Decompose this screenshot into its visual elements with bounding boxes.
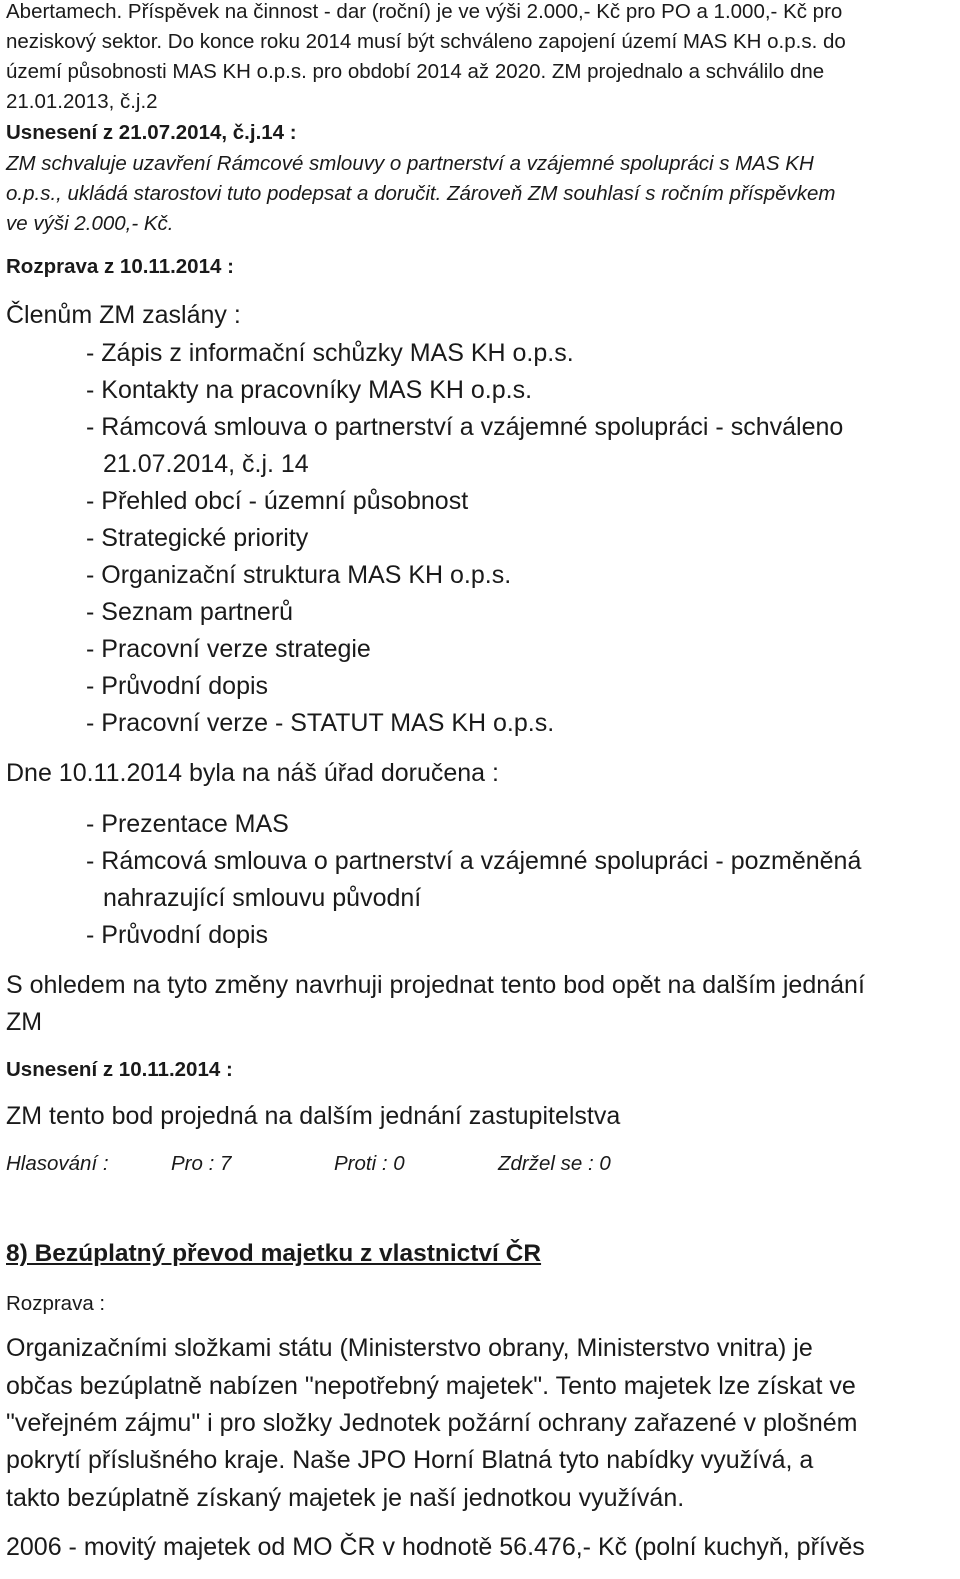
vote-pro: Pro : 7 bbox=[171, 1152, 232, 1175]
delivered-intro: Dne 10.11.2014 byla na náš úřad doručena : bbox=[6, 759, 499, 787]
list-item: - Pracovní verze strategie bbox=[86, 635, 371, 663]
paragraph-line: Organizačními složkami státu (Ministerstvo obrany, Ministerstvo vnitra) je bbox=[6, 1334, 813, 1362]
list-item: - Přehled obcí - územní působnost bbox=[86, 487, 469, 515]
list-item-continuation: 21.07.2014, č.j. 14 bbox=[103, 450, 309, 478]
text-line: Abertamech. Příspěvek na činnost - dar (roční) je ve výši 2.000,- Kč pro PO a 1.000,- Kč pro bbox=[6, 0, 843, 23]
list-item: - Kontakty na pracovníky MAS KH o.p.s. bbox=[86, 376, 533, 404]
list-item: - Seznam partnerů bbox=[86, 598, 294, 626]
text-line: neziskový sektor. Do konce roku 2014 musí být schváleno zapojení území MAS KH o.p.s. do bbox=[6, 30, 846, 53]
list-item: - Rámcová smlouva o partnerství a vzájemné spolupráci - pozměněná bbox=[86, 847, 862, 875]
paragraph-line: 2006 - movitý majetek od MO ČR v hodnotě 56.476,- Kč (polní kuchyň, přívěs bbox=[6, 1533, 865, 1561]
list-item: - Organizační struktura MAS KH o.p.s. bbox=[86, 561, 512, 589]
sent-intro: Členům ZM zaslány : bbox=[6, 301, 241, 329]
vote-row bbox=[6, 1152, 906, 1178]
section-title: 8) Bezúplatný převod majetku z vlastnictví ČR bbox=[6, 1240, 542, 1267]
text-line: o.p.s., ukládá starostovi tuto podepsat a doručit. Zároveň ZM souhlasí s ročním příspěvkem bbox=[6, 182, 836, 205]
text-line: 21.01.2013, č.j.2 bbox=[6, 90, 158, 113]
paragraph-line: "veřejném zájmu" i pro složky Jednotek požární ochrany zařazené v plošném bbox=[6, 1409, 858, 1437]
debate-label: Rozprava : bbox=[6, 1292, 106, 1315]
resolution-heading: Usnesení z 10.11.2014 : bbox=[6, 1058, 233, 1081]
vote-proti: Proti : 0 bbox=[334, 1152, 405, 1175]
text-line: území působnosti MAS KH o.p.s. pro období 2014 až 2020. ZM projednalo a schválilo dne bbox=[6, 60, 825, 83]
list-item: - Pracovní verze - STATUT MAS KH o.p.s. bbox=[86, 709, 555, 737]
paragraph-line: pokrytí příslušného kraje. Naše JPO Horní Blatná tyto nabídky využívá, a bbox=[6, 1446, 814, 1474]
paragraph-line: takto bezúplatně získaný majetek je naší jednotkou využíván. bbox=[6, 1484, 685, 1512]
list-item: - Průvodní dopis bbox=[86, 921, 269, 949]
proposal-line: ZM bbox=[6, 1008, 43, 1036]
debate-heading: Rozprava z 10.11.2014 : bbox=[6, 255, 234, 278]
list-item: - Zápis z informační schůzky MAS KH o.p.s. bbox=[86, 339, 574, 367]
list-item-continuation: nahrazující smlouvu původní bbox=[103, 884, 422, 912]
list-item: - Strategické priority bbox=[86, 524, 309, 552]
resolution-heading: Usnesení z 21.07.2014, č.j.14 : bbox=[6, 121, 297, 144]
paragraph-line: občas bezúplatně nabízen "nepotřebný majetek". Tento majetek lze získat ve bbox=[6, 1372, 856, 1400]
proposal-line: S ohledem na tyto změny navrhuji projednat tento bod opět na dalším jednání bbox=[6, 971, 865, 999]
text-line: ZM schvaluje uzavření Rámcové smlouvy o partnerství a vzájemné spolupráci s MAS KH bbox=[6, 152, 814, 175]
text-line: ve výši 2.000,- Kč. bbox=[6, 212, 174, 235]
list-item: - Průvodní dopis bbox=[86, 672, 269, 700]
list-item: - Prezentace MAS bbox=[86, 810, 289, 838]
vote-label: Hlasování : bbox=[6, 1152, 109, 1175]
list-item: - Rámcová smlouva o partnerství a vzájemné spolupráci - schváleno bbox=[86, 413, 844, 441]
vote-zdrzel: Zdržel se : 0 bbox=[498, 1152, 611, 1175]
resolution-text: ZM tento bod projedná na dalším jednání zastupitelstva bbox=[6, 1102, 621, 1130]
